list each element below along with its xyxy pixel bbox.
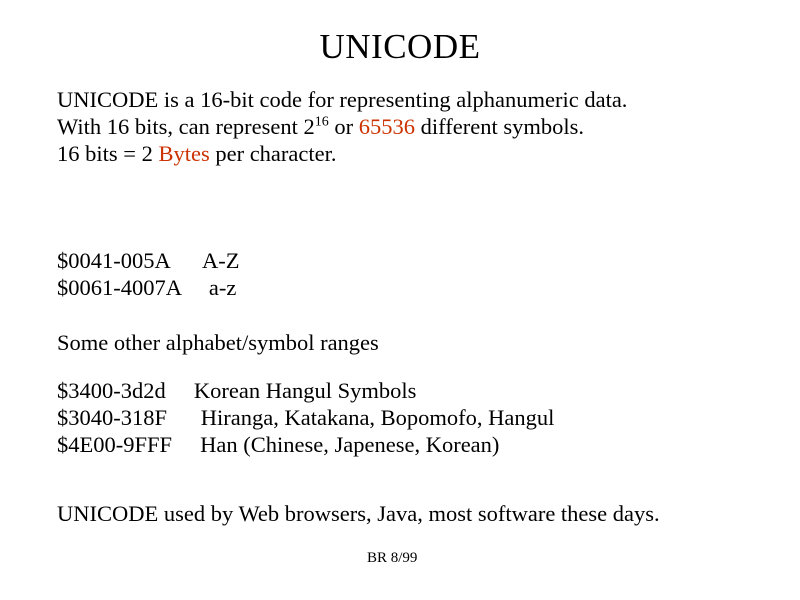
- list-item: [57, 377, 757, 404]
- basic-ranges-list: [57, 247, 757, 301]
- intro-line-3: [57, 140, 757, 167]
- intro-line-1: UNICODE is a 16-bit code for representing alphanumeric data.: [57, 87, 628, 112]
- other-ranges-list: [57, 377, 757, 458]
- page-title: UNICODE: [319, 27, 481, 66]
- range-code: $0061-4007A: [57, 275, 181, 300]
- range-label: A-Z: [202, 248, 240, 273]
- range-spacer: [166, 378, 194, 403]
- intro-line-2-part2: or: [328, 114, 359, 139]
- range-code: $3040-318F: [57, 405, 168, 430]
- list-item: [57, 274, 757, 301]
- intro-exponent: 16: [314, 114, 329, 130]
- footer-paragraph: UNICODE used by Web browsers, Java, most software these days.: [57, 501, 660, 526]
- list-item: [57, 404, 757, 431]
- range-spacer: [172, 432, 200, 457]
- range-code: $3400-3d2d: [57, 378, 166, 403]
- intro-paragraph: [57, 86, 757, 167]
- range-label: Korean Hangul Symbols: [193, 378, 417, 403]
- range-spacer: [167, 405, 201, 430]
- intro-line-2-part3: different symbols.: [415, 114, 584, 139]
- range-label: Hiranga, Katakana, Bopomofo, Hangul: [200, 405, 555, 430]
- intro-line-3-part1: 16 bits = 2: [57, 141, 159, 166]
- range-code: $0041-005A: [57, 248, 170, 273]
- author-credit: BR 8/99: [367, 550, 418, 566]
- other-ranges-heading: Some other alphabet/symbol ranges: [57, 330, 379, 355]
- intro-line-3-part2: per character.: [209, 141, 337, 166]
- list-item: [57, 247, 757, 274]
- intro-symbol-count: 65536: [358, 114, 416, 139]
- range-label: a-z: [208, 275, 237, 300]
- intro-line-2: [57, 113, 757, 140]
- range-spacer: [181, 275, 209, 300]
- range-code: $4E00-9FFF: [57, 432, 173, 457]
- range-label: Han (Chinese, Japenese, Korean): [200, 432, 500, 457]
- intro-line-2-part1: With 16 bits, can represent 2: [57, 114, 315, 139]
- intro-bytes-word: Bytes: [158, 141, 210, 166]
- list-item: [57, 431, 757, 458]
- range-spacer: [170, 248, 203, 273]
